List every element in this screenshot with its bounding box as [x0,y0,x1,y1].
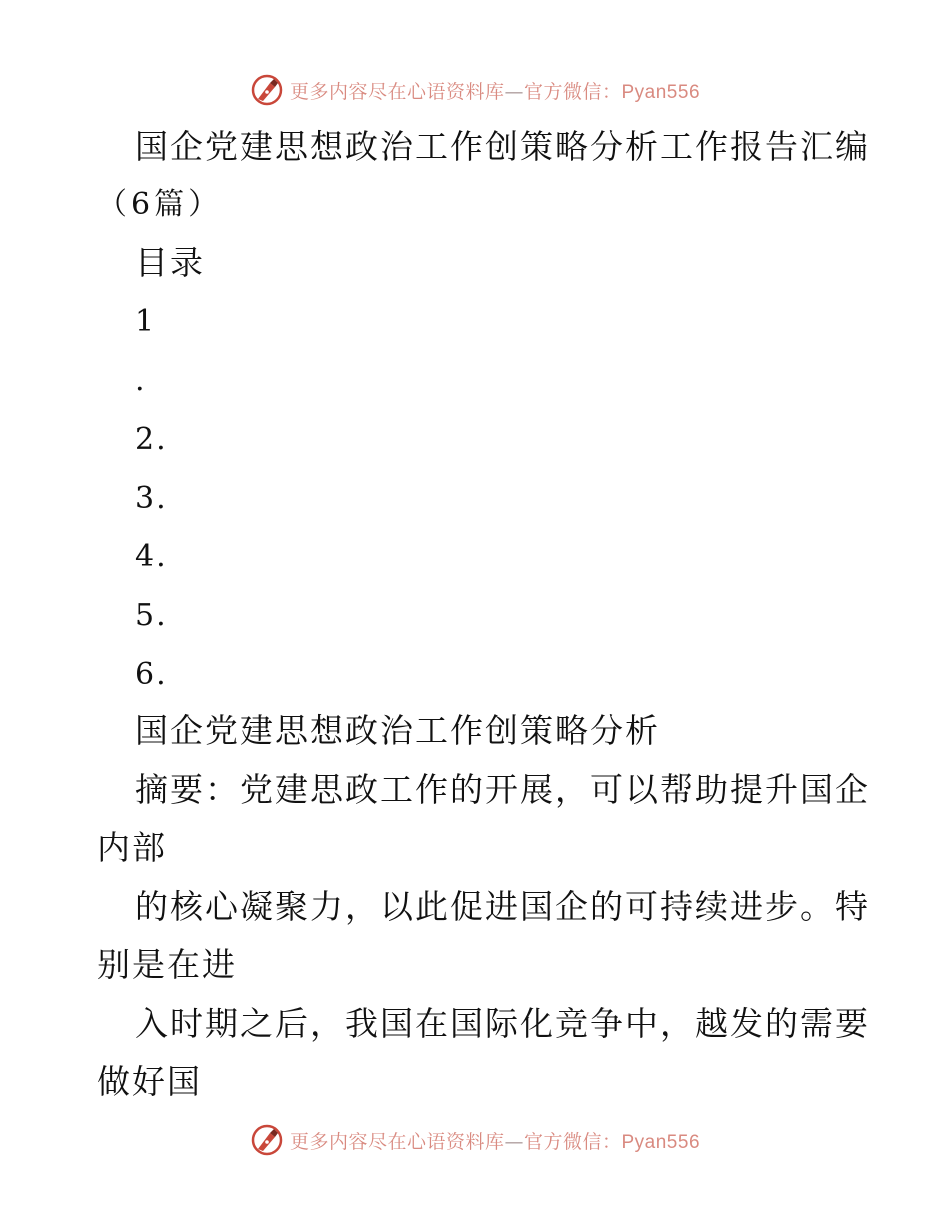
toc-item: 2. [135,422,168,457]
document-title-line-2: （6篇） [97,187,223,222]
paragraph-line: 别是在进 [97,945,237,984]
paragraph-line: 摘要：党建思政工作的开展，可以帮助提升国企 [135,770,870,809]
paragraph-line: 内部 [97,828,167,867]
toc-item: 5. [135,598,168,633]
toc-item: 1 [135,304,157,339]
watermark-text [290,1127,700,1154]
toc-heading: 目录 [135,243,205,282]
paragraph-line: 的核心凝聚力，以此促进国企的可持续进步。特 [135,887,870,926]
toc-item: . [135,363,147,398]
watermark-handle: Pyan556 [621,81,701,103]
paragraph-line: 做好国 [97,1062,202,1101]
watermark-separator: — [504,80,524,103]
watermark-official-label: 官方微信： [523,80,622,103]
section-title: 国企党建思想政治工作创策略分析 [135,711,660,750]
toc-item: 3. [135,481,168,516]
watermark-official-label: 官方微信： [523,1130,622,1153]
watermark-site-name: 更多内容尽在心语资料库 [289,1130,505,1153]
fountain-pen-logo-icon [250,1123,284,1157]
document-title-line-1: 国企党建思想政治工作创策略分析工作报告汇编 [135,127,870,166]
toc-item: 6. [135,657,168,692]
footer-watermark [0,1120,950,1160]
toc-item: 4. [135,539,168,574]
watermark-site-name: 更多内容尽在心语资料库 [289,80,505,103]
watermark-separator: — [504,1130,524,1153]
watermark-handle: Pyan556 [621,1131,701,1153]
paragraph-line: 入时期之后，我国在国际化竞争中，越发的需要 [135,1004,870,1043]
